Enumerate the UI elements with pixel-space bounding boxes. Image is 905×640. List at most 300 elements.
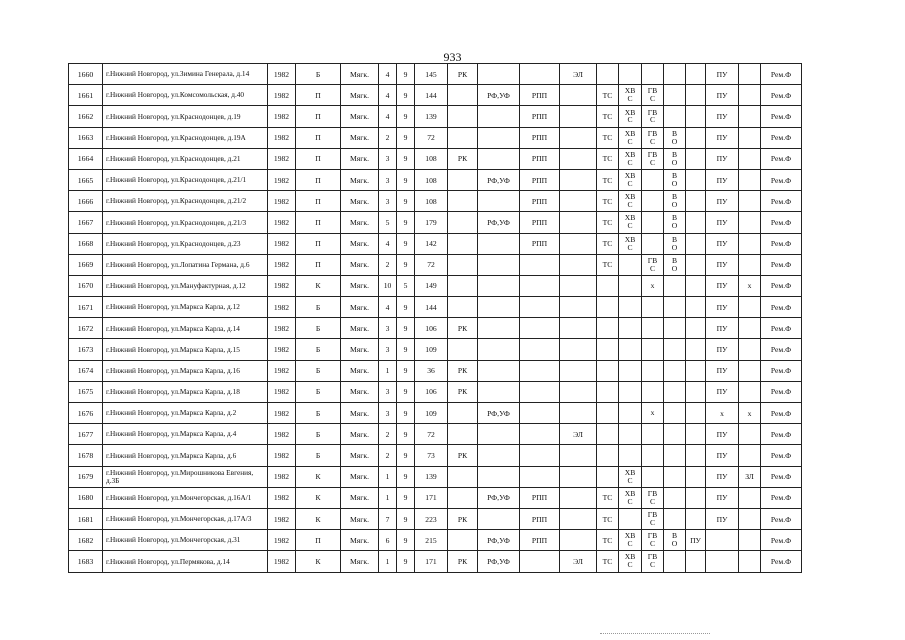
cell-roof: Мягк.	[341, 424, 379, 445]
cell-pu: ПУ	[706, 254, 739, 275]
cell-deg: 9	[397, 212, 415, 233]
cell-c10	[739, 254, 761, 275]
cell-rem: Рем.Ф	[761, 424, 802, 445]
cell-c8-line: О	[671, 157, 678, 167]
cell-c10	[739, 169, 761, 190]
cell-addr: г.Нижний Новгород, ул.Краснодонцев, д.19	[103, 106, 268, 127]
cell-pu: ПУ	[706, 445, 739, 466]
cell-c6	[619, 445, 642, 466]
cell-rem: Рем.Ф	[761, 212, 802, 233]
cell-c1: РК	[448, 551, 478, 572]
cell-c7	[642, 530, 664, 551]
cell-c5	[597, 297, 619, 318]
cell-floors: 3	[379, 148, 397, 169]
cell-c1	[448, 191, 478, 212]
cell-c6	[619, 530, 642, 551]
cell-c8-line: О	[671, 221, 678, 231]
cell-n: 1660	[69, 64, 103, 85]
cell-c10: ЗЛ	[739, 466, 761, 487]
cell-c9	[686, 85, 706, 106]
cell-c7	[642, 508, 664, 529]
cell-addr: г.Нижний Новгород, ул.Пермякова, д.14	[103, 551, 268, 572]
cell-wall: Б	[296, 403, 341, 424]
cell-addr: г.Нижний Новгород, ул.Краснодонцев, д.21/1	[103, 169, 268, 190]
cell-c7-line: ГВ	[647, 255, 658, 265]
cell-pu	[706, 551, 739, 572]
cell-c8-line: В	[671, 192, 678, 202]
cell-c4	[560, 85, 597, 106]
cell-area: 36	[415, 360, 448, 381]
cell-area: 179	[415, 212, 448, 233]
cell-c8	[664, 106, 686, 127]
cell-c6-line: ХВ	[624, 107, 636, 117]
cell-year: 1982	[268, 551, 296, 572]
cell-c7	[642, 551, 664, 572]
cell-c2: РФ,УФ	[478, 169, 520, 190]
cell-pu: ПУ	[706, 127, 739, 148]
cell-deg: 9	[397, 403, 415, 424]
cell-c5: ТС	[597, 254, 619, 275]
cell-c7	[642, 466, 664, 487]
cell-c6	[619, 148, 642, 169]
cell-c3	[520, 381, 560, 402]
cell-year: 1982	[268, 148, 296, 169]
cell-c8-line: В	[671, 531, 678, 541]
cell-c3: РПП	[520, 530, 560, 551]
cell-c10	[739, 127, 761, 148]
cell-c9	[686, 254, 706, 275]
cell-c2	[478, 106, 520, 127]
cell-c6-line: С	[627, 115, 633, 125]
cell-c6-line: ХВ	[624, 128, 636, 138]
cell-floors: 7	[379, 508, 397, 529]
cell-c8-line: В	[671, 234, 678, 244]
cell-rem: Рем.Ф	[761, 64, 802, 85]
cell-roof: Мягк.	[341, 275, 379, 296]
cell-addr: г.Нижний Новгород, ул.Маркса Карла, д.2	[103, 403, 268, 424]
cell-c2	[478, 64, 520, 85]
cell-c7-line: С	[649, 518, 656, 528]
cell-c5	[597, 424, 619, 445]
cell-c4	[560, 360, 597, 381]
cell-c7-line: С	[649, 136, 656, 146]
cell-c2	[478, 381, 520, 402]
cell-c7	[642, 381, 664, 402]
cell-addr: г.Нижний Новгород, ул.Лопатина Германа, д.6	[103, 254, 268, 275]
cell-c1: РК	[448, 64, 478, 85]
cell-pu: ПУ	[706, 318, 739, 339]
cell-c7	[642, 445, 664, 466]
cell-c4	[560, 148, 597, 169]
cell-c8	[664, 85, 686, 106]
cell-pu: ПУ	[706, 148, 739, 169]
cell-c7	[642, 191, 664, 212]
cell-c9: ПУ	[686, 530, 706, 551]
cell-year: 1982	[268, 360, 296, 381]
table-row	[69, 106, 802, 127]
cell-c7	[642, 106, 664, 127]
cell-roof: Мягк.	[341, 551, 379, 572]
cell-year: 1982	[268, 318, 296, 339]
cell-c1: РК	[448, 148, 478, 169]
cell-c3: РПП	[520, 169, 560, 190]
cell-rem: Рем.Ф	[761, 445, 802, 466]
cell-c10	[739, 530, 761, 551]
cell-c2: РФ,УФ	[478, 551, 520, 572]
cell-c6	[619, 424, 642, 445]
cell-c3	[520, 254, 560, 275]
cell-c10	[739, 212, 761, 233]
cell-addr: г.Нижний Новгород, ул.Маркса Карла, д.18	[103, 381, 268, 402]
cell-c7	[642, 275, 664, 296]
cell-year: 1982	[268, 64, 296, 85]
cell-c7	[642, 339, 664, 360]
cell-addr: г.Нижний Новгород, ул.Маркса Карла, д.4	[103, 424, 268, 445]
cell-c8-line: О	[671, 242, 678, 252]
cell-c6-line: ХВ	[624, 552, 636, 562]
cell-c2	[478, 275, 520, 296]
cell-c7	[642, 169, 664, 190]
cell-addr: г.Нижний Новгород, ул.Зимина Генерала, д.14	[103, 64, 268, 85]
cell-c3	[520, 445, 560, 466]
cell-c5	[597, 466, 619, 487]
cell-c3: РПП	[520, 127, 560, 148]
cell-n: 1670	[69, 275, 103, 296]
cell-wall: Б	[296, 339, 341, 360]
cell-addr: г.Нижний Новгород, ул.Краснодонцев, д.21/2	[103, 191, 268, 212]
cell-wall: К	[296, 551, 341, 572]
cell-c6	[619, 275, 642, 296]
cell-c9	[686, 318, 706, 339]
cell-area: 108	[415, 191, 448, 212]
cell-c7-line: С	[649, 496, 656, 506]
cell-c4	[560, 275, 597, 296]
cell-c2	[478, 318, 520, 339]
cell-wall: Б	[296, 445, 341, 466]
cell-c7	[642, 254, 664, 275]
cell-c1: РК	[448, 318, 478, 339]
cell-c6	[619, 318, 642, 339]
cell-deg: 9	[397, 318, 415, 339]
cell-rem: Рем.Ф	[761, 466, 802, 487]
cell-wall: Б	[296, 424, 341, 445]
cell-wall: К	[296, 466, 341, 487]
cell-c8	[664, 381, 686, 402]
cell-year: 1982	[268, 212, 296, 233]
cell-c6	[619, 233, 642, 254]
cell-c1	[448, 106, 478, 127]
cell-roof: Мягк.	[341, 530, 379, 551]
cell-c1: РК	[448, 445, 478, 466]
cell-c4	[560, 106, 597, 127]
cell-deg: 9	[397, 64, 415, 85]
cell-area: 106	[415, 381, 448, 402]
table-row	[69, 403, 802, 424]
cell-c7-line: ГВ	[647, 552, 658, 562]
cell-c2	[478, 297, 520, 318]
cell-c5	[597, 318, 619, 339]
cell-c2	[478, 127, 520, 148]
cell-c4	[560, 403, 597, 424]
cell-floors: 3	[379, 318, 397, 339]
cell-wall: Б	[296, 318, 341, 339]
cell-c5: ТС	[597, 127, 619, 148]
cell-c7-line: ГВ	[647, 531, 658, 541]
cell-c9	[686, 508, 706, 529]
cell-c5: ТС	[597, 508, 619, 529]
cell-deg: 9	[397, 233, 415, 254]
cell-deg: 5	[397, 275, 415, 296]
cell-c6	[619, 106, 642, 127]
cell-rem: Рем.Ф	[761, 127, 802, 148]
cell-rem: Рем.Ф	[761, 530, 802, 551]
cell-rem: Рем.Ф	[761, 339, 802, 360]
cell-c6	[619, 466, 642, 487]
cell-pu: ПУ	[706, 233, 739, 254]
cell-n: 1681	[69, 508, 103, 529]
table-row	[69, 169, 802, 190]
cell-c9	[686, 212, 706, 233]
cell-wall: П	[296, 254, 341, 275]
cell-c8-line: О	[671, 539, 678, 549]
cell-rem: Рем.Ф	[761, 381, 802, 402]
cell-c2	[478, 339, 520, 360]
cell-deg: 9	[397, 424, 415, 445]
cell-year: 1982	[268, 275, 296, 296]
cell-c5: ТС	[597, 487, 619, 508]
cell-c4	[560, 381, 597, 402]
cell-rem: Рем.Ф	[761, 551, 802, 572]
cell-addr: г.Нижний Новгород, ул.Маркса Карла, д.6	[103, 445, 268, 466]
cell-c9	[686, 127, 706, 148]
cell-c10	[739, 64, 761, 85]
cell-c8-line: О	[671, 179, 678, 189]
table-row	[69, 233, 802, 254]
cell-wall: К	[296, 275, 341, 296]
cell-wall: П	[296, 148, 341, 169]
cell-c8	[664, 445, 686, 466]
cell-rem: Рем.Ф	[761, 106, 802, 127]
cell-c7-line: ГВ	[647, 510, 658, 520]
cell-c8-line: В	[671, 149, 678, 159]
cell-deg: 9	[397, 508, 415, 529]
table-row	[69, 254, 802, 275]
cell-area: 139	[415, 466, 448, 487]
cell-c9	[686, 106, 706, 127]
cell-c1	[448, 254, 478, 275]
cell-roof: Мягк.	[341, 466, 379, 487]
cell-c4: ЭЛ	[560, 64, 597, 85]
cell-c9	[686, 403, 706, 424]
cell-rem: Рем.Ф	[761, 169, 802, 190]
cell-c5	[597, 403, 619, 424]
cell-floors: 3	[379, 191, 397, 212]
table-row	[69, 530, 802, 551]
cell-c10: х	[739, 275, 761, 296]
cell-c7-line: ГВ	[647, 86, 658, 96]
cell-area: 139	[415, 106, 448, 127]
cell-c8	[664, 487, 686, 508]
cell-c2	[478, 466, 520, 487]
cell-deg: 9	[397, 106, 415, 127]
cell-c4	[560, 445, 597, 466]
cell-c10	[739, 85, 761, 106]
cell-c10	[739, 508, 761, 529]
cell-roof: Мягк.	[341, 487, 379, 508]
cell-n: 1672	[69, 318, 103, 339]
cell-c4	[560, 169, 597, 190]
cell-c6	[619, 487, 642, 508]
cell-n: 1662	[69, 106, 103, 127]
cell-c1	[448, 233, 478, 254]
cell-c3	[520, 297, 560, 318]
cell-c8	[664, 530, 686, 551]
cell-addr: г.Нижний Новгород, ул.Маркса Карла, д.15	[103, 339, 268, 360]
cell-c6	[619, 339, 642, 360]
cell-c7	[642, 85, 664, 106]
cell-c10	[739, 191, 761, 212]
cell-c9	[686, 466, 706, 487]
cell-wall: П	[296, 169, 341, 190]
cell-c7	[642, 297, 664, 318]
cell-addr: г.Нижний Новгород, ул.Краснодонцев, д.21/3	[103, 212, 268, 233]
cell-c9	[686, 381, 706, 402]
cell-wall: К	[296, 508, 341, 529]
cell-c5: ТС	[597, 169, 619, 190]
cell-c6	[619, 360, 642, 381]
cell-c5	[597, 339, 619, 360]
cell-c8-line: В	[671, 255, 678, 265]
cell-pu: ПУ	[706, 339, 739, 360]
cell-roof: Мягк.	[341, 127, 379, 148]
cell-c8	[664, 254, 686, 275]
cell-pu: ПУ	[706, 106, 739, 127]
cell-year: 1982	[268, 403, 296, 424]
cell-c8-line: О	[671, 136, 678, 146]
cell-addr: г.Нижний Новгород, ул.Мануфактурная, д.12	[103, 275, 268, 296]
cell-n: 1663	[69, 127, 103, 148]
cell-year: 1982	[268, 85, 296, 106]
cell-c7	[642, 403, 664, 424]
cell-year: 1982	[268, 466, 296, 487]
cell-roof: Мягк.	[341, 318, 379, 339]
cell-c8	[664, 233, 686, 254]
cell-c2	[478, 254, 520, 275]
cell-c3: РПП	[520, 106, 560, 127]
cell-c6-line: С	[627, 560, 633, 570]
cell-wall: Б	[296, 381, 341, 402]
cell-c2: РФ,УФ	[478, 530, 520, 551]
cell-floors: 1	[379, 466, 397, 487]
cell-addr: г.Нижний Новгород, ул.Маркса Карла, д.14	[103, 318, 268, 339]
cell-c7-line: ГВ	[647, 149, 658, 159]
cell-c9	[686, 297, 706, 318]
cell-area: 149	[415, 275, 448, 296]
cell-deg: 9	[397, 254, 415, 275]
cell-c8-line: В	[671, 171, 678, 181]
cell-area: 108	[415, 169, 448, 190]
cell-c8	[664, 169, 686, 190]
cell-c6	[619, 85, 642, 106]
cell-c7	[642, 64, 664, 85]
cell-year: 1982	[268, 127, 296, 148]
cell-c1	[448, 85, 478, 106]
cell-c9	[686, 148, 706, 169]
cell-area: 73	[415, 445, 448, 466]
cell-c10	[739, 381, 761, 402]
cell-wall: К	[296, 487, 341, 508]
cell-floors: 2	[379, 445, 397, 466]
cell-n: 1666	[69, 191, 103, 212]
cell-roof: Мягк.	[341, 169, 379, 190]
cell-n: 1674	[69, 360, 103, 381]
page-number: 933	[443, 50, 462, 64]
cell-year: 1982	[268, 424, 296, 445]
cell-area: 215	[415, 530, 448, 551]
cell-c7	[642, 318, 664, 339]
cell-c2	[478, 148, 520, 169]
cell-n: 1668	[69, 233, 103, 254]
table-row	[69, 148, 802, 169]
cell-c8	[664, 551, 686, 572]
cell-c3: РПП	[520, 487, 560, 508]
cell-n: 1682	[69, 530, 103, 551]
cell-roof: Мягк.	[341, 106, 379, 127]
cell-deg: 9	[397, 445, 415, 466]
cell-c3	[520, 275, 560, 296]
cell-c3: РПП	[520, 85, 560, 106]
cell-c6-line: ХВ	[624, 488, 636, 498]
cell-floors: 4	[379, 297, 397, 318]
cell-rem: Рем.Ф	[761, 360, 802, 381]
cell-c6-line: С	[627, 221, 633, 231]
cell-c5: ТС	[597, 233, 619, 254]
cell-roof: Мягк.	[341, 360, 379, 381]
cell-c8-line: О	[671, 200, 678, 210]
table-row	[69, 127, 802, 148]
cell-c4	[560, 233, 597, 254]
cell-roof: Мягк.	[341, 191, 379, 212]
table-row	[69, 360, 802, 381]
cell-area: 142	[415, 233, 448, 254]
cell-c10: х	[739, 403, 761, 424]
cell-deg: 9	[397, 487, 415, 508]
cell-c9	[686, 424, 706, 445]
cell-c6-line: ХВ	[624, 467, 636, 477]
cell-pu: ПУ	[706, 169, 739, 190]
cell-c5: ТС	[597, 85, 619, 106]
cell-c2: РФ,УФ	[478, 403, 520, 424]
cell-pu	[706, 530, 739, 551]
cell-c5	[597, 64, 619, 85]
cell-c9	[686, 64, 706, 85]
cell-c6-line: ХВ	[624, 213, 636, 223]
cell-c10	[739, 445, 761, 466]
cell-c8	[664, 339, 686, 360]
cell-floors: 1	[379, 487, 397, 508]
cell-n: 1680	[69, 487, 103, 508]
cell-c6	[619, 297, 642, 318]
cell-n: 1669	[69, 254, 103, 275]
cell-floors: 3	[379, 381, 397, 402]
cell-rem: Рем.Ф	[761, 233, 802, 254]
cell-c3	[520, 551, 560, 572]
table-row	[69, 318, 802, 339]
cell-c1	[448, 275, 478, 296]
cell-area: 145	[415, 64, 448, 85]
cell-c8	[664, 64, 686, 85]
cell-rem: Рем.Ф	[761, 508, 802, 529]
